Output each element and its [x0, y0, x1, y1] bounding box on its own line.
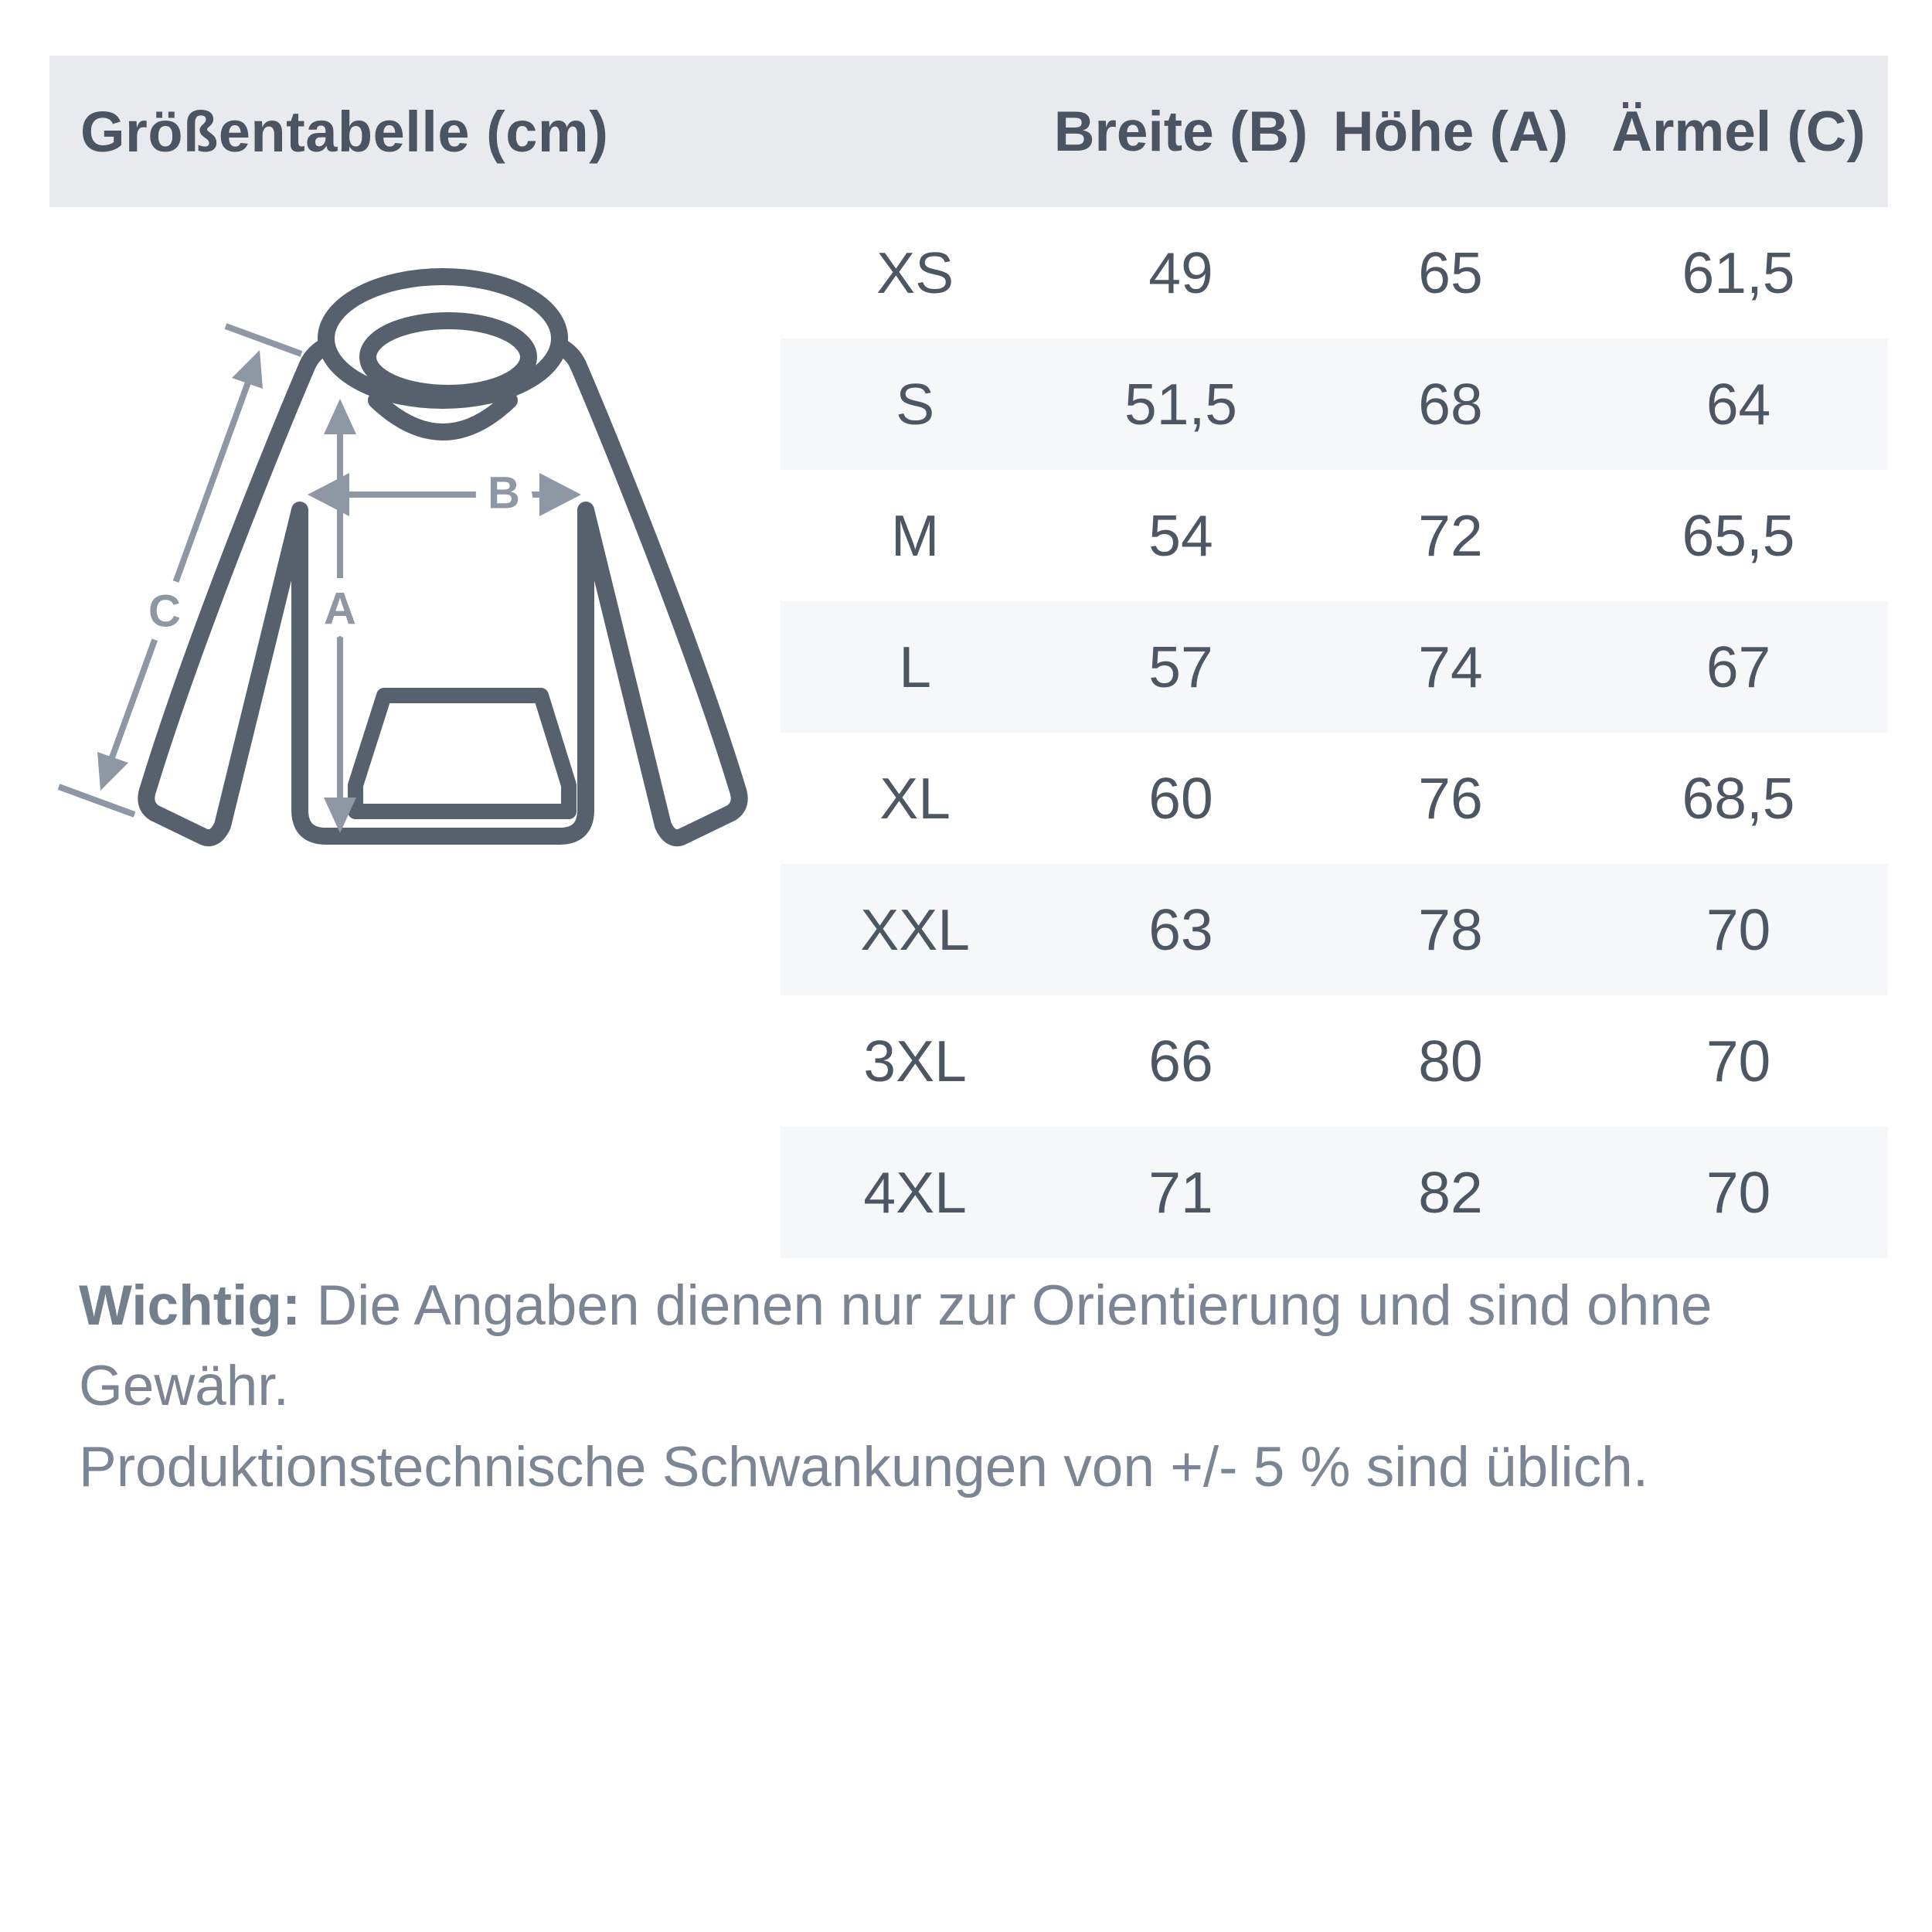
- size-label: 3XL: [863, 1029, 967, 1094]
- size-label: 4XL: [863, 1160, 967, 1225]
- disclaimer-text: [79, 1266, 1879, 1508]
- measure-value: 72: [1418, 503, 1483, 568]
- measure-value: 76: [1418, 766, 1483, 831]
- measure-value: 64: [1706, 372, 1771, 437]
- measure-value: 66: [1148, 1029, 1213, 1094]
- arrow-up-right-icon: [232, 350, 263, 389]
- measure-value: 71: [1148, 1160, 1213, 1225]
- disclaimer-prefix: Wichtig:: [79, 1274, 301, 1337]
- measure-value: 51,5: [1124, 372, 1238, 437]
- measure-value: 65: [1418, 240, 1483, 305]
- measure-value: 63: [1148, 897, 1213, 962]
- hoodie-measurement-diagram: [46, 216, 788, 866]
- column-header-aermel: Ärmel (C): [1611, 100, 1866, 163]
- table-row: [781, 207, 1888, 338]
- measure-value: 61,5: [1682, 240, 1795, 305]
- height-label: A: [324, 583, 356, 634]
- disclaimer-line1: Die Angaben dienen nur zur Orientierung und sind ohne Gewähr.: [79, 1274, 1713, 1418]
- size-label: XL: [879, 766, 951, 831]
- measure-value: 78: [1418, 897, 1483, 962]
- size-label: XS: [876, 240, 954, 305]
- size-label: XXL: [860, 897, 970, 962]
- disclaimer-line2: Produktionstechnische Schwankungen von +/- 5 % sind üblich.: [79, 1435, 1649, 1498]
- column-headers: [781, 56, 1888, 207]
- size-chart-header: [49, 56, 1888, 207]
- kangaroo-pocket: [355, 696, 569, 811]
- sleeve-dimension-tick-top: [226, 326, 301, 354]
- measure-value: 74: [1418, 634, 1483, 699]
- measure-value: 67: [1706, 634, 1771, 699]
- measure-value: 80: [1418, 1029, 1483, 1094]
- measure-value: 57: [1148, 634, 1213, 699]
- page-title: Größentabelle (cm): [80, 99, 609, 164]
- table-row: [781, 733, 1888, 864]
- arrow-down-left-icon: [97, 752, 128, 791]
- sleeve-dimension-tick-bottom: [59, 787, 134, 815]
- measure-value: 54: [1148, 503, 1213, 568]
- measure-value: 70: [1706, 897, 1771, 962]
- measure-value: 68,5: [1682, 766, 1795, 831]
- table-row: [781, 1127, 1888, 1258]
- table-row: [781, 864, 1888, 995]
- measure-value: 68: [1418, 372, 1483, 437]
- measure-value: 65,5: [1682, 503, 1795, 568]
- size-label: L: [899, 634, 931, 699]
- measure-value: 82: [1418, 1160, 1483, 1225]
- measure-value: 49: [1148, 240, 1213, 305]
- size-table: [781, 207, 1888, 1258]
- column-header-spacer: [781, 56, 1049, 207]
- measure-value: 70: [1706, 1029, 1771, 1094]
- table-row: [781, 601, 1888, 733]
- measure-value: 70: [1706, 1160, 1771, 1225]
- width-label: B: [488, 468, 520, 519]
- table-row: [781, 995, 1888, 1127]
- table-row: [781, 338, 1888, 470]
- column-header-breite: Breite (B): [1053, 100, 1308, 163]
- measure-value: 60: [1148, 766, 1213, 831]
- table-row: [781, 470, 1888, 601]
- size-label: M: [890, 503, 940, 568]
- size-label: S: [896, 372, 935, 437]
- hood-opening-icon: [368, 321, 529, 393]
- sleeve-label: C: [148, 586, 181, 637]
- column-header-hoehe: Höhe (A): [1332, 100, 1569, 163]
